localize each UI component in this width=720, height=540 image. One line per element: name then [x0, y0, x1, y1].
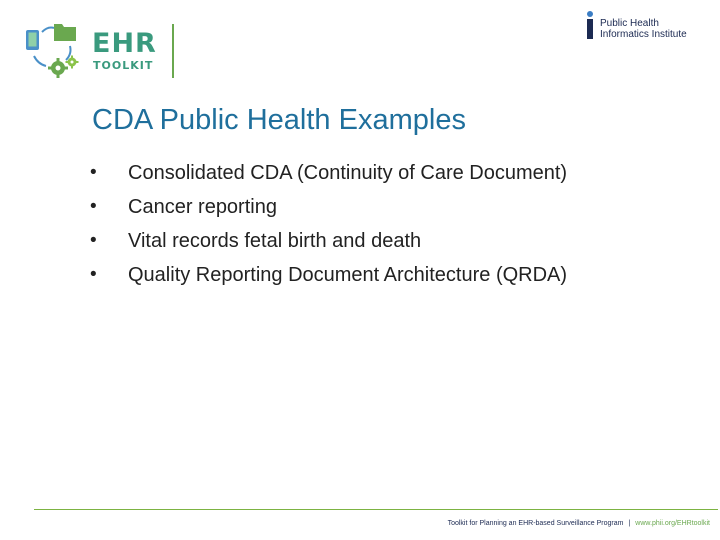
logo-divider [172, 24, 174, 78]
phii-name-line2: Informatics Institute [600, 29, 687, 40]
bullet-icon: • [90, 196, 97, 217]
footer-link[interactable]: www.phii.org/EHRtoolkit [635, 520, 710, 527]
ehr-toolkit-logo [22, 18, 182, 80]
bullet-text: Cancer reporting [128, 195, 277, 218]
bullet-icon: • [90, 230, 97, 251]
footer-divider [34, 509, 718, 510]
bullet-text: Quality Reporting Document Architecture (QRDA) [128, 263, 568, 286]
bullet-icon: • [90, 264, 97, 285]
info-icon [584, 10, 596, 40]
footer [448, 520, 710, 527]
ehr-toolkit-logo-graphic [22, 20, 88, 80]
logo-ehr-text: EHR [92, 28, 157, 59]
list-item [90, 190, 567, 224]
cycle-arrow-icon [42, 28, 54, 33]
bullet-list [90, 156, 567, 292]
phii-name-line1: Public Health [600, 18, 659, 29]
gear-icon [48, 58, 68, 78]
slide-title: CDA Public Health Examples [92, 104, 466, 136]
footer-separator: | [628, 520, 631, 527]
footer-text: Toolkit for Planning an EHR-based Surveillance Program [447, 520, 624, 527]
logo-toolkit-text: TOOLKIT [93, 59, 154, 72]
list-item [90, 224, 567, 258]
bullet-icon: • [90, 162, 97, 183]
phii-logo [584, 10, 704, 42]
bullet-text: Vital records fetal birth and death [128, 229, 422, 252]
folder-icon [54, 24, 76, 41]
list-item [90, 156, 567, 190]
list-item [90, 258, 567, 292]
bullet-text: Consolidated CDA (Continuity of Care Document) [128, 161, 568, 184]
